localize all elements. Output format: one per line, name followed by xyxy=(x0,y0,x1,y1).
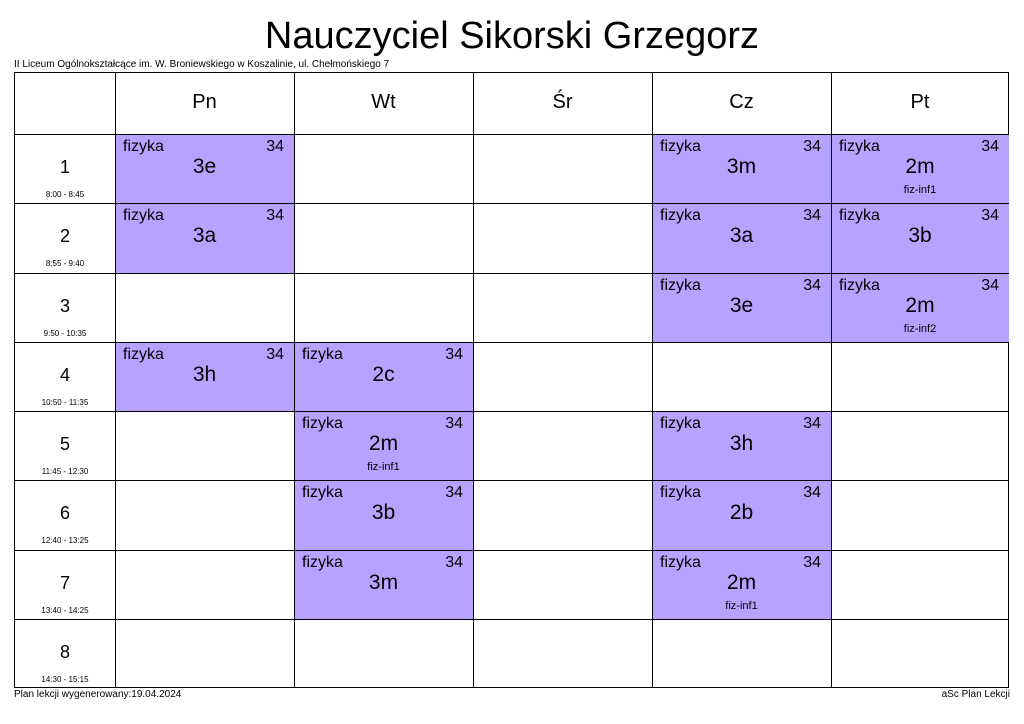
lesson-cell[interactable] xyxy=(652,203,831,272)
lesson-subject: fizyka xyxy=(123,138,164,155)
lesson-class: 3e xyxy=(729,293,754,317)
column-divider xyxy=(473,73,474,687)
period-number: 2 xyxy=(59,226,70,246)
period-number: 4 xyxy=(59,365,70,385)
period-time: 13:40 - 14:25 xyxy=(41,606,89,615)
row-divider xyxy=(15,203,1009,204)
column-divider xyxy=(831,73,832,687)
lesson-room: 34 xyxy=(981,207,999,225)
lesson-room: 34 xyxy=(803,138,821,155)
lesson-cell[interactable] xyxy=(652,273,831,342)
lesson-class: 3e xyxy=(192,155,217,178)
row-divider xyxy=(15,342,1009,343)
period-label xyxy=(15,226,115,269)
lesson-cell[interactable] xyxy=(652,480,831,549)
app-credit: aSc Plan Lekcji xyxy=(941,689,1010,700)
lesson-class: 2b xyxy=(729,501,754,525)
period-label xyxy=(15,573,115,616)
lesson-class: 2m xyxy=(726,570,757,594)
lesson-cell[interactable] xyxy=(294,342,473,411)
period-time: 9:50 - 10:35 xyxy=(43,329,87,338)
lesson-cell[interactable] xyxy=(294,480,473,549)
period-label xyxy=(15,157,115,200)
lesson-cell[interactable] xyxy=(115,342,294,411)
generated-date: Plan lekcji wygenerowany:19.04.2024 xyxy=(14,689,182,700)
lesson-room: 34 xyxy=(445,345,463,363)
period-time: 8:55 - 9:40 xyxy=(45,259,85,268)
period-label xyxy=(15,503,115,546)
lesson-subject: fizyka xyxy=(123,207,164,225)
day-header-2: Śr xyxy=(552,91,573,113)
lesson-class: 3h xyxy=(729,432,754,455)
lesson-subject: fizyka xyxy=(660,415,701,432)
lesson-room: 34 xyxy=(981,138,999,155)
lesson-cell[interactable] xyxy=(294,550,473,619)
lesson-class: 2m xyxy=(905,293,935,317)
lesson-cell[interactable] xyxy=(115,203,294,272)
lesson-cell[interactable] xyxy=(652,134,831,203)
lesson-subject: fizyka xyxy=(302,553,343,571)
day-header-1: Wt xyxy=(371,91,396,113)
lesson-cell[interactable] xyxy=(294,411,473,480)
lesson-cell[interactable] xyxy=(652,550,831,619)
period-number: 6 xyxy=(59,503,70,523)
lesson-room: 34 xyxy=(445,553,463,571)
lesson-cell[interactable] xyxy=(831,273,1009,342)
lesson-subject: fizyka xyxy=(660,207,701,225)
lesson-room: 34 xyxy=(803,207,821,225)
school-name: II Liceum Ogólnokształcące im. W. Broniewskiego w Koszalinie, ul. Chełmońskiego 7 xyxy=(14,59,390,70)
column-divider xyxy=(652,73,653,687)
lesson-subject: fizyka xyxy=(660,276,701,294)
period-number: 7 xyxy=(59,573,70,593)
lesson-subject: fizyka xyxy=(302,484,343,502)
day-header-0: Pn xyxy=(192,91,217,113)
lesson-group: fiz-inf1 xyxy=(367,461,400,473)
row-divider xyxy=(15,411,1009,412)
lesson-room: 34 xyxy=(981,276,999,294)
lesson-cell[interactable] xyxy=(831,134,1009,203)
lesson-room: 34 xyxy=(445,484,463,502)
period-time: 12:40 - 13:25 xyxy=(41,536,89,545)
lesson-room: 34 xyxy=(803,553,821,571)
lesson-subject: fizyka xyxy=(302,345,343,363)
period-number: 3 xyxy=(59,296,70,316)
lesson-class: 3b xyxy=(371,501,396,525)
row-divider xyxy=(15,134,1009,135)
period-number: 5 xyxy=(59,434,70,454)
period-label xyxy=(15,434,115,477)
lesson-subject: fizyka xyxy=(660,553,701,571)
lesson-group: fiz-inf1 xyxy=(725,599,758,612)
lesson-class: 3m xyxy=(368,570,399,594)
lesson-subject: fizyka xyxy=(839,138,880,155)
lesson-subject: fizyka xyxy=(839,276,880,294)
lesson-room: 34 xyxy=(803,415,821,432)
period-time: 14:30 - 15:15 xyxy=(41,675,89,684)
row-divider xyxy=(15,550,1009,551)
lesson-subject: fizyka xyxy=(302,415,343,432)
lesson-cell[interactable] xyxy=(652,411,831,480)
lesson-subject: fizyka xyxy=(660,138,701,155)
lesson-class: 2m xyxy=(368,432,399,455)
page-title: Nauczyciel Sikorski Grzegorz xyxy=(264,15,760,57)
day-header-3: Cz xyxy=(729,91,754,113)
lesson-class: 3b xyxy=(908,224,932,248)
lesson-group: fiz-inf2 xyxy=(903,322,937,335)
period-label xyxy=(15,365,115,408)
timetable-grid xyxy=(14,72,1009,688)
lesson-subject: fizyka xyxy=(660,484,701,502)
lesson-class: 3m xyxy=(726,155,757,178)
lesson-room: 34 xyxy=(803,484,821,502)
column-divider xyxy=(294,73,295,687)
row-divider xyxy=(15,619,1009,620)
lesson-cell[interactable] xyxy=(115,134,294,203)
period-number: 1 xyxy=(59,157,70,177)
period-number: 8 xyxy=(59,642,70,662)
lesson-class: 3a xyxy=(729,224,754,248)
period-time: 11:45 - 12:30 xyxy=(41,467,89,476)
lesson-subject: fizyka xyxy=(123,345,164,363)
lesson-room: 34 xyxy=(266,207,284,225)
row-divider xyxy=(15,480,1009,481)
period-label xyxy=(15,642,115,685)
row-divider xyxy=(15,273,1009,274)
lesson-class: 3a xyxy=(192,224,217,248)
lesson-subject: fizyka xyxy=(839,207,880,225)
lesson-cell[interactable] xyxy=(831,203,1009,272)
lesson-room: 34 xyxy=(266,138,284,155)
lesson-room: 34 xyxy=(445,415,463,432)
column-divider xyxy=(115,73,116,687)
lesson-class: 2c xyxy=(372,362,395,386)
period-time: 8:00 - 8:45 xyxy=(45,190,85,199)
period-label xyxy=(15,296,115,339)
day-header-4: Pt xyxy=(910,91,930,113)
period-time: 10:50 - 11:35 xyxy=(41,398,89,407)
lesson-class: 3h xyxy=(192,362,217,386)
lesson-room: 34 xyxy=(803,276,821,294)
lesson-room: 34 xyxy=(266,345,284,363)
lesson-class: 2m xyxy=(905,155,935,178)
lesson-group: fiz-inf1 xyxy=(903,184,937,196)
